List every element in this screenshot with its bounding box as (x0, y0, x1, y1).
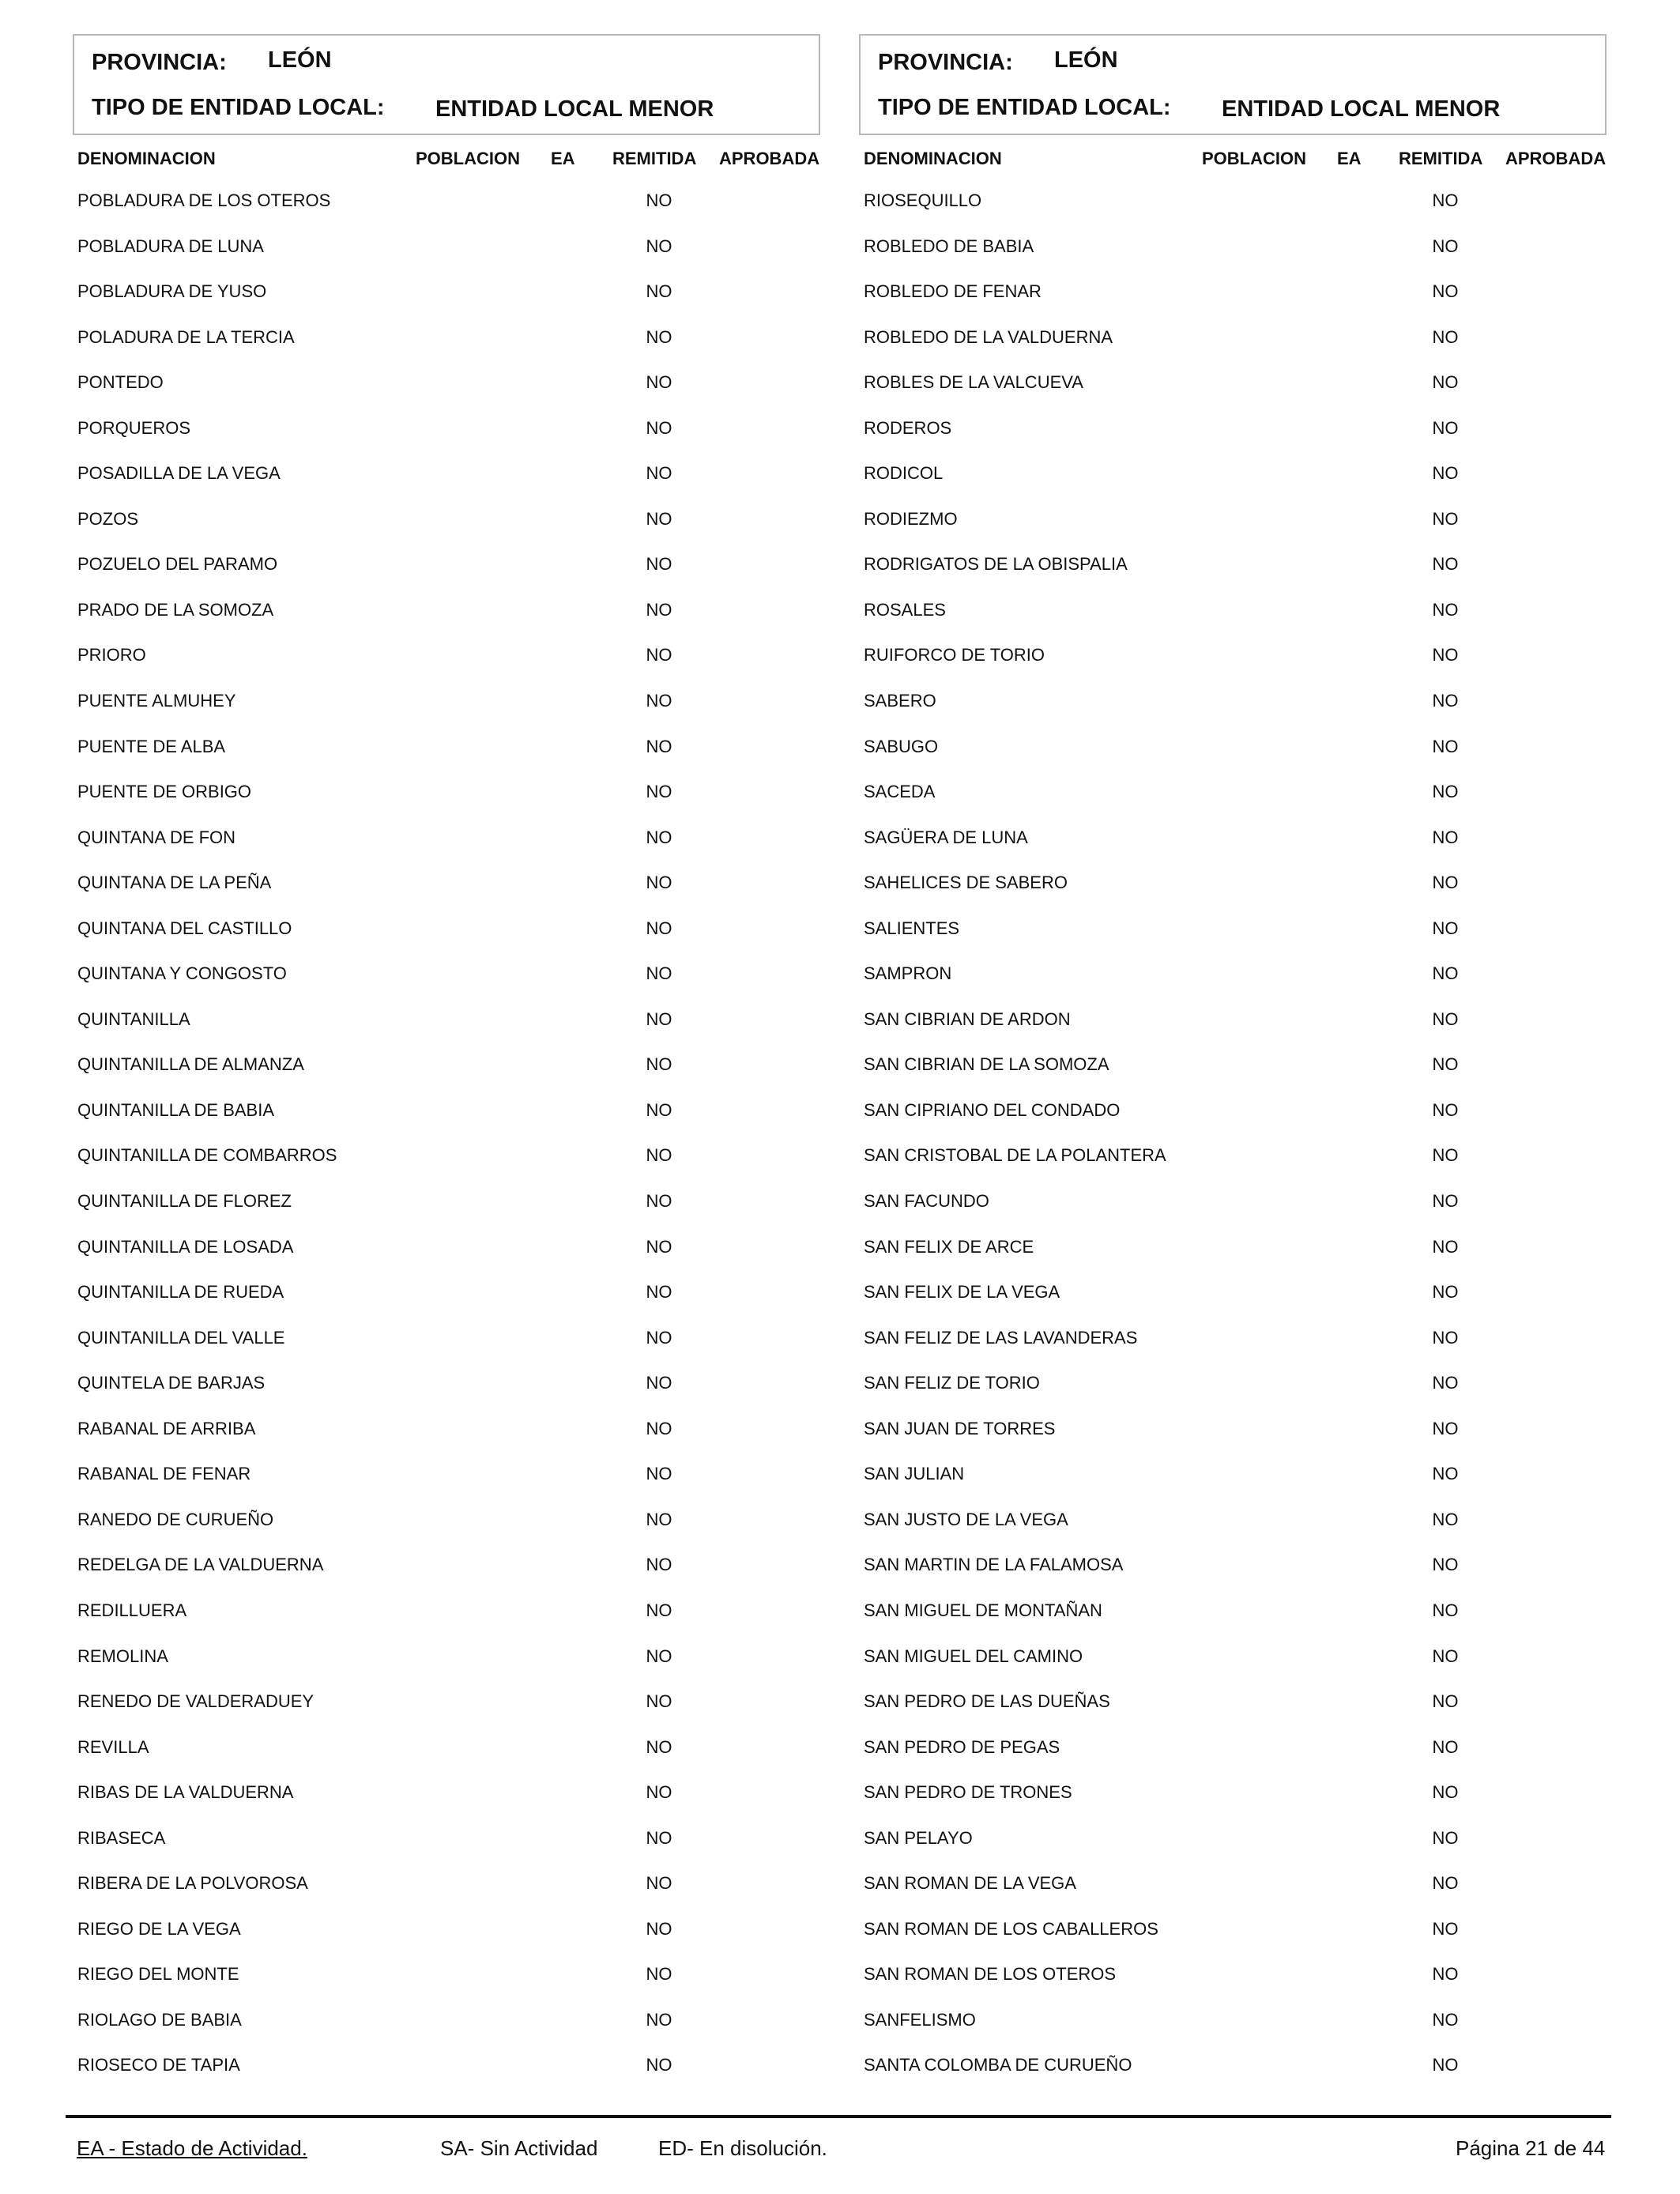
table-row (859, 1733, 1610, 1779)
denominacion-cell: RIEGO DEL MONTE (77, 1964, 239, 1985)
remitida-cell: NO (646, 1373, 672, 1393)
denominacion-cell: POSADILLA DE LA VEGA (77, 463, 281, 484)
column-header-remitida: REMITIDA (1399, 149, 1483, 168)
denominacion-cell: SAHELICES DE SABERO (864, 873, 1068, 893)
table-row (73, 2006, 823, 2052)
table-row (859, 1096, 1610, 1142)
remitida-cell: NO (646, 236, 672, 256)
denominacion-cell: PONTEDO (77, 372, 164, 393)
table-row (73, 2051, 823, 2097)
denominacion-cell: RIOSECO DE TAPIA (77, 2055, 240, 2075)
table-row (859, 459, 1610, 505)
denominacion-cell: RUIFORCO DE TORIO (864, 645, 1045, 665)
tipo-entidad-value: ENTIDAD LOCAL MENOR (435, 96, 714, 122)
table-row (859, 778, 1610, 824)
column-header-ea: EA (551, 149, 575, 168)
denominacion-cell: PORQUEROS (77, 417, 191, 438)
denominacion-cell: SAGÜERA DE LUNA (864, 827, 1028, 847)
denominacion-cell: SAN JUSTO DE LA VEGA (864, 1509, 1068, 1529)
denominacion-cell: SACEDA (864, 782, 936, 802)
table-row (859, 1687, 1610, 1733)
table-row (73, 1233, 823, 1279)
remitida-cell: NO (1432, 281, 1459, 302)
provincia-label: PROVINCIA: (92, 50, 227, 75)
remitida-cell: NO (1432, 1736, 1459, 1757)
footer-ea-legend: EA - Estado de Actividad. (77, 2136, 307, 2160)
remitida-cell: NO (1432, 736, 1459, 756)
table-row (859, 2006, 1610, 2052)
table-row (859, 596, 1610, 642)
denominacion-cell: PUENTE DE ORBIGO (77, 782, 252, 802)
table-row (73, 1506, 823, 1551)
table-row (859, 1642, 1610, 1688)
denominacion-cell: ROBLES DE LA VALCUEVA (864, 372, 1083, 393)
denominacion-cell: ROSALES (864, 599, 946, 620)
table-row (73, 778, 823, 824)
remitida-cell: NO (646, 190, 672, 210)
table-row (859, 1915, 1610, 1961)
remitida-cell: NO (646, 1464, 672, 1484)
denominacion-cell: RIOSEQUILLO (864, 190, 982, 210)
remitida-cell: NO (1432, 1964, 1459, 1985)
table-row (73, 323, 823, 369)
denominacion-cell: QUINTANILLA DE RUEDA (77, 1282, 284, 1302)
table-row (859, 869, 1610, 914)
denominacion-cell: RIBERA DE LA POLVOROSA (77, 1873, 308, 1894)
denominacion-cell: PUENTE DE ALBA (77, 736, 226, 756)
denominacion-cell: POBLADURA DE LOS OTEROS (77, 190, 331, 210)
denominacion-cell: SAN MARTIN DE LA FALAMOSA (864, 1555, 1124, 1575)
remitida-cell: NO (1432, 190, 1459, 210)
table-row (859, 1005, 1610, 1051)
table-row (859, 824, 1610, 869)
remitida-cell: NO (1432, 1827, 1459, 1848)
table-row (73, 1050, 823, 1096)
remitida-cell: NO (1432, 463, 1459, 484)
table-row (859, 550, 1610, 596)
table-row (73, 1915, 823, 1961)
table-row (859, 914, 1610, 960)
table-row (859, 1050, 1610, 1096)
denominacion-cell: RIBASECA (77, 1827, 166, 1848)
remitida-cell: NO (646, 645, 672, 665)
table-row (73, 459, 823, 505)
remitida-cell: NO (1432, 645, 1459, 665)
remitida-cell: NO (1432, 2009, 1459, 2030)
remitida-cell: NO (1432, 1191, 1459, 1212)
remitida-cell: NO (1432, 417, 1459, 438)
table-row (859, 733, 1610, 778)
remitida-cell: NO (1432, 782, 1459, 802)
denominacion-cell: RIBAS DE LA VALDUERNA (77, 1782, 294, 1803)
remitida-cell: NO (1432, 2055, 1459, 2075)
table-row (859, 368, 1610, 414)
remitida-cell: NO (1432, 1054, 1459, 1075)
remitida-cell: NO (1432, 1099, 1459, 1120)
remitida-cell: NO (1432, 918, 1459, 938)
column-header-ea: EA (1337, 149, 1362, 168)
denominacion-cell: ROBLEDO DE BABIA (864, 236, 1034, 256)
left-table-body (73, 187, 823, 2097)
remitida-cell: NO (646, 1873, 672, 1894)
table-row (73, 1005, 823, 1051)
denominacion-cell: QUINTANILLA DE LOSADA (77, 1236, 294, 1257)
table-row (859, 232, 1610, 278)
denominacion-cell: RODEROS (864, 417, 952, 438)
remitida-cell: NO (1432, 1646, 1459, 1666)
denominacion-cell: SAN MIGUEL DEL CAMINO (864, 1646, 1083, 1666)
table-row (73, 1824, 823, 1870)
remitida-cell: NO (1432, 1918, 1459, 1939)
denominacion-cell: ROBLEDO DE LA VALDUERNA (864, 326, 1113, 347)
remitida-cell: NO (646, 827, 672, 847)
denominacion-cell: RENEDO DE VALDERADUEY (77, 1691, 315, 1712)
table-row (73, 550, 823, 596)
table-row (859, 959, 1610, 1005)
table-row (73, 1869, 823, 1915)
remitida-cell: NO (646, 281, 672, 302)
remitida-cell: NO (646, 1008, 672, 1029)
remitida-cell: NO (646, 1054, 672, 1075)
denominacion-cell: POBLADURA DE LUNA (77, 236, 264, 256)
denominacion-cell: SALIENTES (864, 918, 960, 938)
table-row (859, 1187, 1610, 1233)
table-row (73, 1187, 823, 1233)
left-header-box (73, 34, 820, 135)
table-row (73, 1596, 823, 1642)
remitida-cell: NO (1432, 508, 1459, 529)
table-row (859, 641, 1610, 687)
denominacion-cell: SAN FACUNDO (864, 1191, 989, 1212)
remitida-cell: NO (646, 599, 672, 620)
right-table-body (859, 187, 1610, 2097)
denominacion-cell: QUINTANILLA DE BABIA (77, 1099, 275, 1120)
remitida-cell: NO (1432, 1782, 1459, 1803)
table-row (859, 1778, 1610, 1824)
table-row (73, 641, 823, 687)
table-row (73, 1141, 823, 1187)
table-row (73, 1278, 823, 1324)
column-header-remitida: REMITIDA (612, 149, 697, 168)
denominacion-cell: SABERO (864, 691, 936, 711)
table-row (859, 1506, 1610, 1551)
table-row (859, 1460, 1610, 1506)
footer-sa-legend: SA- Sin Actividad (440, 2136, 598, 2160)
remitida-cell: NO (1432, 691, 1459, 711)
denominacion-cell: SABUGO (864, 736, 939, 756)
remitida-cell: NO (646, 1236, 672, 1257)
remitida-cell: NO (1432, 1145, 1459, 1166)
remitida-cell: NO (646, 508, 672, 529)
remitida-cell: NO (1432, 1236, 1459, 1257)
table-row (73, 505, 823, 551)
denominacion-cell: POBLADURA DE YUSO (77, 281, 267, 302)
remitida-cell: NO (646, 1782, 672, 1803)
remitida-cell: NO (1432, 236, 1459, 256)
table-row (73, 824, 823, 869)
remitida-cell: NO (646, 1418, 672, 1438)
denominacion-cell: REDILLUERA (77, 1600, 187, 1620)
table-row (73, 1642, 823, 1688)
denominacion-cell: QUINTANILLA DE COMBARROS (77, 1145, 337, 1166)
denominacion-cell: REDELGA DE LA VALDUERNA (77, 1555, 324, 1575)
column-header-denominacion: DENOMINACION (864, 149, 1002, 168)
remitida-cell: NO (1432, 1691, 1459, 1712)
denominacion-cell: PUENTE ALMUHEY (77, 691, 236, 711)
denominacion-cell: RANEDO DE CURUEÑO (77, 1509, 274, 1529)
denominacion-cell: QUINTANILLA DE FLOREZ (77, 1191, 292, 1212)
remitida-cell: NO (1432, 827, 1459, 847)
table-row (73, 368, 823, 414)
remitida-cell: NO (1432, 1873, 1459, 1894)
remitida-cell: NO (1432, 1418, 1459, 1438)
denominacion-cell: SAN CIBRIAN DE LA SOMOZA (864, 1054, 1109, 1075)
table-row (73, 1096, 823, 1142)
footer-divider (66, 2115, 1611, 2118)
denominacion-cell: SAN PEDRO DE PEGAS (864, 1736, 1060, 1757)
remitida-cell: NO (1432, 1282, 1459, 1302)
table-row (73, 596, 823, 642)
remitida-cell: NO (646, 1736, 672, 1757)
table-row (73, 232, 823, 278)
denominacion-cell: QUINTANA DE FON (77, 827, 236, 847)
denominacion-cell: SAN FELIX DE LA VEGA (864, 1282, 1060, 1302)
denominacion-cell: RIOLAGO DE BABIA (77, 2009, 242, 2030)
remitida-cell: NO (646, 1827, 672, 1848)
denominacion-cell: SAN FELIX DE ARCE (864, 1236, 1034, 1257)
denominacion-cell: RODRIGATOS DE LA OBISPALIA (864, 554, 1128, 575)
footer-ed-legend: ED- En disolución. (658, 2136, 827, 2160)
denominacion-cell: SAN PEDRO DE LAS DUEÑAS (864, 1691, 1110, 1712)
remitida-cell: NO (646, 2009, 672, 2030)
denominacion-cell: SAN FELIZ DE LAS LAVANDERAS (864, 1327, 1138, 1348)
table-row (73, 687, 823, 733)
denominacion-cell: QUINTANA DE LA PEÑA (77, 873, 272, 893)
column-header-poblacion: POBLACION (1202, 149, 1306, 168)
remitida-cell: NO (1432, 372, 1459, 393)
table-row (859, 1596, 1610, 1642)
table-row (73, 733, 823, 778)
denominacion-cell: SAN CIPRIANO DEL CONDADO (864, 1099, 1121, 1120)
remitida-cell: NO (646, 736, 672, 756)
remitida-cell: NO (1432, 326, 1459, 347)
denominacion-cell: RODICOL (864, 463, 944, 484)
remitida-cell: NO (646, 372, 672, 393)
column-header-aprobada: APROBADA (719, 149, 820, 168)
remitida-cell: NO (646, 1282, 672, 1302)
denominacion-cell: REVILLA (77, 1736, 149, 1757)
column-header-poblacion: POBLACION (416, 149, 520, 168)
table-row (73, 187, 823, 232)
remitida-cell: NO (646, 1691, 672, 1712)
provincia-label: PROVINCIA: (878, 50, 1013, 75)
remitida-cell: NO (1432, 599, 1459, 620)
denominacion-cell: PRADO DE LA SOMOZA (77, 599, 274, 620)
table-row (859, 1233, 1610, 1279)
tipo-entidad-label: TIPO DE ENTIDAD LOCAL: (878, 95, 1171, 120)
denominacion-cell: QUINTANA DEL CASTILLO (77, 918, 292, 938)
table-row (859, 1324, 1610, 1370)
remitida-cell: NO (1432, 963, 1459, 984)
table-row (859, 687, 1610, 733)
remitida-cell: NO (646, 1327, 672, 1348)
remitida-cell: NO (646, 1646, 672, 1666)
table-row (73, 914, 823, 960)
denominacion-cell: POLADURA DE LA TERCIA (77, 326, 295, 347)
provincia-value: LEÓN (1054, 47, 1118, 73)
remitida-cell: NO (1432, 1600, 1459, 1620)
table-row (73, 1551, 823, 1596)
denominacion-cell: SAN JULIAN (864, 1464, 965, 1484)
remitida-cell: NO (646, 782, 672, 802)
page-number: Página 21 de 44 (1456, 2136, 1606, 2160)
denominacion-cell: SAN PELAYO (864, 1827, 973, 1848)
denominacion-cell: SAN JUAN DE TORRES (864, 1418, 1056, 1438)
remitida-cell: NO (646, 691, 672, 711)
column-header-denominacion: DENOMINACION (77, 149, 216, 168)
denominacion-cell: SANTA COLOMBA DE CURUEÑO (864, 2055, 1132, 2075)
remitida-cell: NO (646, 463, 672, 484)
denominacion-cell: RABANAL DE FENAR (77, 1464, 251, 1484)
column-header-aprobada: APROBADA (1505, 149, 1607, 168)
denominacion-cell: QUINTANILLA (77, 1008, 190, 1029)
remitida-cell: NO (646, 873, 672, 893)
tipo-entidad-value: ENTIDAD LOCAL MENOR (1222, 96, 1501, 122)
table-row (73, 959, 823, 1005)
denominacion-cell: SAN PEDRO DE TRONES (864, 1782, 1072, 1803)
denominacion-cell: QUINTANA Y CONGOSTO (77, 963, 287, 984)
remitida-cell: NO (1432, 1373, 1459, 1393)
denominacion-cell: SAMPRON (864, 963, 952, 984)
table-row (859, 277, 1610, 323)
table-row (859, 1369, 1610, 1415)
remitida-cell: NO (1432, 1008, 1459, 1029)
denominacion-cell: QUINTANILLA DE ALMANZA (77, 1054, 304, 1075)
table-row (859, 414, 1610, 460)
table-row (859, 1278, 1610, 1324)
denominacion-cell: QUINTELA DE BARJAS (77, 1373, 266, 1393)
denominacion-cell: REMOLINA (77, 1646, 168, 1666)
remitida-cell: NO (646, 326, 672, 347)
table-row (73, 414, 823, 460)
table-row (73, 277, 823, 323)
denominacion-cell: SAN MIGUEL DE MONTAÑAN (864, 1600, 1102, 1620)
table-row (73, 1733, 823, 1779)
table-row (73, 1460, 823, 1506)
denominacion-cell: SAN ROMAN DE LA VEGA (864, 1873, 1076, 1894)
remitida-cell: NO (646, 1555, 672, 1575)
table-row (859, 1415, 1610, 1461)
table-row (73, 1324, 823, 1370)
remitida-cell: NO (1432, 554, 1459, 575)
remitida-cell: NO (646, 1099, 672, 1120)
table-row (73, 1687, 823, 1733)
denominacion-cell: SANFELISMO (864, 2009, 976, 2030)
remitida-cell: NO (646, 1191, 672, 1212)
remitida-cell: NO (1432, 1509, 1459, 1529)
table-row (859, 505, 1610, 551)
denominacion-cell: POZOS (77, 508, 139, 529)
provincia-value: LEÓN (268, 47, 332, 73)
denominacion-cell: SAN ROMAN DE LOS OTEROS (864, 1964, 1117, 1985)
denominacion-cell: RIEGO DE LA VEGA (77, 1918, 241, 1939)
right-header-box (859, 34, 1607, 135)
table-row (73, 1415, 823, 1461)
table-row (73, 1369, 823, 1415)
remitida-cell: NO (646, 1918, 672, 1939)
table-row (859, 1551, 1610, 1596)
denominacion-cell: ROBLEDO DE FENAR (864, 281, 1042, 302)
denominacion-cell: RABANAL DE ARRIBA (77, 1418, 256, 1438)
remitida-cell: NO (646, 1964, 672, 1985)
remitida-cell: NO (646, 1145, 672, 1166)
remitida-cell: NO (646, 554, 672, 575)
remitida-cell: NO (1432, 1555, 1459, 1575)
table-row (859, 1141, 1610, 1187)
denominacion-cell: SAN FELIZ DE TORIO (864, 1373, 1040, 1393)
denominacion-cell: SAN ROMAN DE LOS CABALLEROS (864, 1918, 1158, 1939)
table-row (73, 1960, 823, 2006)
table-row (859, 2051, 1610, 2097)
remitida-cell: NO (1432, 873, 1459, 893)
denominacion-cell: SAN CRISTOBAL DE LA POLANTERA (864, 1145, 1166, 1166)
remitida-cell: NO (1432, 1327, 1459, 1348)
remitida-cell: NO (1432, 1464, 1459, 1484)
denominacion-cell: QUINTANILLA DEL VALLE (77, 1327, 285, 1348)
table-row (859, 187, 1610, 232)
remitida-cell: NO (646, 1509, 672, 1529)
table-row (73, 1778, 823, 1824)
remitida-cell: NO (646, 918, 672, 938)
denominacion-cell: SAN CIBRIAN DE ARDON (864, 1008, 1071, 1029)
table-row (859, 1824, 1610, 1870)
table-row (73, 869, 823, 914)
tipo-entidad-label: TIPO DE ENTIDAD LOCAL: (92, 95, 385, 120)
denominacion-cell: RODIEZMO (864, 508, 958, 529)
table-row (859, 1960, 1610, 2006)
remitida-cell: NO (646, 417, 672, 438)
table-row (859, 323, 1610, 369)
denominacion-cell: PRIORO (77, 645, 146, 665)
remitida-cell: NO (646, 2055, 672, 2075)
denominacion-cell: POZUELO DEL PARAMO (77, 554, 278, 575)
remitida-cell: NO (646, 963, 672, 984)
remitida-cell: NO (646, 1600, 672, 1620)
table-row (859, 1869, 1610, 1915)
